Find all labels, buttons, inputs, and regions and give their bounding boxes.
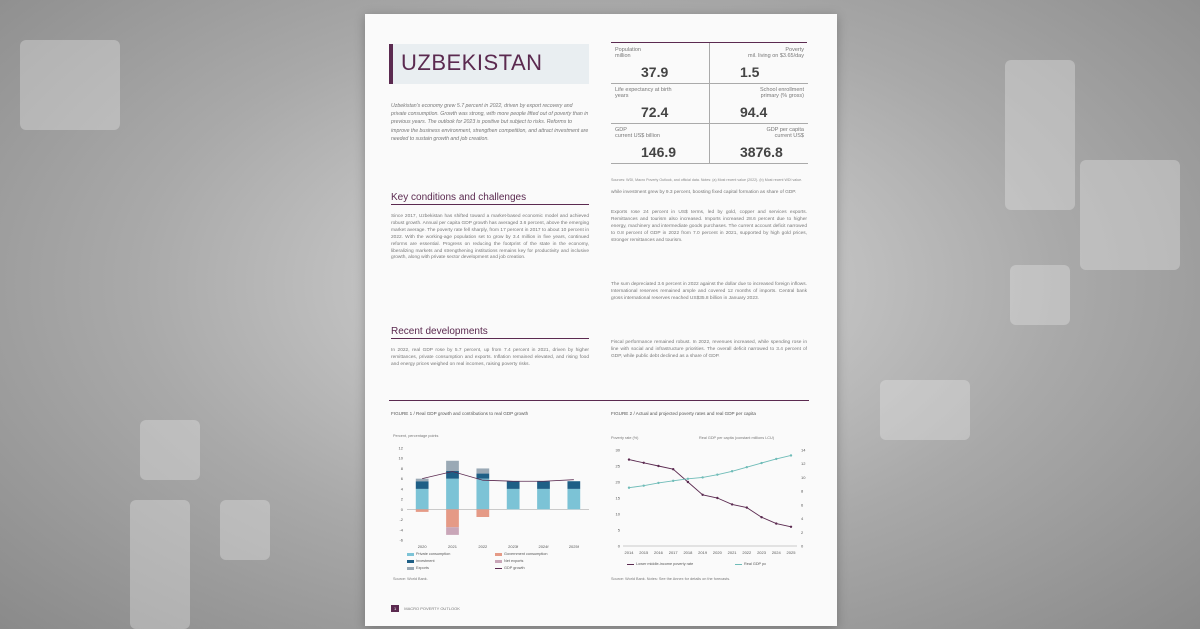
x-tick-label: 2015 <box>639 550 649 555</box>
x-tick-label: 2022 <box>478 544 488 549</box>
stat-label: Population <box>615 47 641 53</box>
legend-label: Exports <box>416 566 429 570</box>
footer-text: MACRO POVERTY OUTLOOK <box>404 606 460 611</box>
data-point <box>731 470 733 472</box>
y-right-tick-label: 6 <box>801 502 804 508</box>
data-point <box>687 481 689 483</box>
bar-segment <box>476 479 489 510</box>
legend-item <box>495 552 547 556</box>
background-tile <box>1080 160 1180 270</box>
stat-sublabel: current US$ billion <box>615 133 660 139</box>
legend-item <box>735 562 766 566</box>
data-point <box>672 480 674 482</box>
stat-label: Life expectancy at birth <box>615 87 672 93</box>
stats-table <box>611 42 807 175</box>
stat-gdp-per-capita <box>709 123 808 164</box>
y-left-tick-label: 15 <box>615 495 620 501</box>
key-conditions-text: Since 2017, Uzbekistan has shifted toward a market-based economic model and achieved robust growth. Annual per capita GDP growth has averaged 3.6 percent, above the emerging market average. The poverty rate fell sharply, from 17 percent in 2017 to about 10 percent in 2022. With the working-age population set to grow by 3.4 million in five years, continued reforms are essential. Progress on reducing the footprint of the state in the economy, liberalizing markets and strengthening institutions remains key for productivity and inclusive growth, along with private sector development and job creation. <box>391 214 589 261</box>
y-left-tick-label: 0 <box>617 543 620 549</box>
stat-value: 1.5 <box>740 64 760 80</box>
legend-item <box>407 559 435 563</box>
stat-label: School enrollment <box>759 87 804 93</box>
x-tick-label: 2020 <box>417 544 427 549</box>
x-tick-label: 2021 <box>727 550 737 555</box>
data-point <box>760 462 762 464</box>
bar-segment <box>476 468 489 473</box>
data-point <box>657 482 659 484</box>
y-tick-label: 8 <box>400 465 403 471</box>
bar-segment <box>446 461 459 471</box>
stat-school-enrollment <box>709 83 808 124</box>
legend-label: Investment <box>416 559 435 563</box>
right-column-text-1: Exports rose 24 percent in US$ terms, led by gold, copper and services exports. Remittances and tourism also increased. Imports increased 28.6 percent due to higher energy, machinery and intermediate goods purchases. The current account deficit narrowed to 0.8 percent of GDP in 2022 from 7.0 percent in 2021, supported by high gold prices, stronger remittances and tourism. <box>611 210 807 243</box>
y-left-tick-label: 5 <box>617 527 620 533</box>
data-point <box>701 494 703 496</box>
legend-swatch <box>407 553 414 556</box>
bar-segment <box>537 489 550 509</box>
y-tick-label: -2 <box>399 517 403 523</box>
recent-developments-text: In 2022, real GDP rose by 5.7 percent, up from 7.4 percent in 2021, driven by higher remittances, private consumption and exports. Inflation remained elevated, and rising food and energy prices weighed on real incomes, raising poverty risks. <box>391 348 589 367</box>
stat-sublabel: mil. living on $3.65/day <box>748 53 804 59</box>
y-right-tick-label: 2 <box>801 529 804 535</box>
data-point <box>716 497 718 499</box>
figure-divider <box>389 400 809 401</box>
legend-item <box>407 566 429 570</box>
bar-segment <box>416 509 429 512</box>
y-tick-label: -6 <box>399 537 403 543</box>
background-tile <box>140 420 200 480</box>
x-tick-label: 2018 <box>683 550 693 555</box>
legend-label: Government consumption <box>504 552 548 556</box>
background-tile <box>20 40 120 130</box>
figure1-axis-title: Percent, percentage points <box>393 434 439 438</box>
legend-label: Private consumption <box>416 552 451 556</box>
y-left-tick-label: 20 <box>615 479 620 485</box>
figure2-left-axis-title: Poverty rate (%) <box>611 436 639 440</box>
bar-segment <box>537 481 550 489</box>
intro-text: Uzbekistan's economy grew 5.7 percent in 2022, driven by export recovery and private consumption. Growth was strong, with more people lifted out of poverty than in previous years. The outlook for 2023 is positive but subject to risks. Reforms to improve the business environment, strengthen competition, and attract investment are needed to sustain growth and job creation. <box>391 103 589 142</box>
bar-segment <box>567 489 580 509</box>
gdp-growth-line <box>422 472 574 482</box>
data-point <box>672 468 674 470</box>
legend-item <box>495 559 523 563</box>
x-tick-label: 2023 <box>757 550 766 555</box>
stats-source: Sources: WDI, Macro Poverty Outlook, and official data. Notes: (a) Most recent value (2022). (b) Most recent WDI value. <box>611 178 803 182</box>
data-point <box>775 522 777 524</box>
bar-segment <box>446 479 459 510</box>
stat-population <box>611 43 709 84</box>
legend-swatch <box>735 564 742 565</box>
y-tick-label: 10 <box>398 455 403 461</box>
stat-value: 3876.8 <box>740 144 783 160</box>
legend-swatch <box>627 564 634 565</box>
figure1-bar-chart <box>389 440 595 552</box>
legend-label: Lower middle-income poverty rate <box>636 562 694 566</box>
page-number: 1 <box>391 605 399 612</box>
bar-segment <box>416 481 429 489</box>
data-point <box>628 487 630 489</box>
figure2-source: Source: World Bank. Notes: See the Annex for details on the forecasts. <box>611 577 731 581</box>
data-point <box>657 465 659 467</box>
x-tick-label: 2016 <box>654 550 663 555</box>
background-tile <box>220 500 270 560</box>
background-tile <box>130 500 190 629</box>
x-tick-label: 2024f <box>538 544 549 549</box>
x-tick-label: 2023f <box>508 544 519 549</box>
figure1-source: Source: World Bank. <box>393 577 428 581</box>
bar-segment <box>507 489 520 509</box>
y-right-tick-label: 0 <box>801 543 804 549</box>
stat-value: 37.9 <box>641 64 669 80</box>
y-tick-label: -4 <box>399 527 403 533</box>
y-right-tick-label: 12 <box>801 461 806 467</box>
data-point <box>731 503 733 505</box>
y-left-tick-label: 30 <box>615 447 620 453</box>
y-left-tick-label: 25 <box>615 463 620 469</box>
bar-segment <box>446 471 459 479</box>
x-tick-label: 2014 <box>624 550 634 555</box>
figure1-title: FIGURE 1 / Real GDP growth and contributions to real GDP growth <box>391 411 529 416</box>
stat-sublabel: primary (% gross) <box>760 93 804 99</box>
legend-label: Net exports <box>504 559 524 563</box>
bar-segment <box>416 489 429 509</box>
background-tile <box>880 380 970 440</box>
figure2-title: FIGURE 2 / Actual and projected poverty rates and real GDP per capita <box>611 411 756 416</box>
document-page <box>365 14 837 626</box>
section-heading-key: Key conditions and challenges <box>391 192 589 205</box>
stat-life-expectancy <box>611 83 709 124</box>
legend-swatch <box>407 560 414 563</box>
data-point <box>701 476 703 478</box>
x-tick-label: 2020 <box>712 550 722 555</box>
y-tick-label: 12 <box>398 445 403 451</box>
bar-segment <box>416 479 429 482</box>
legend-label: Real GDP pc <box>744 562 767 566</box>
legend-swatch <box>495 553 502 556</box>
stat-gdp <box>611 123 709 164</box>
bar-segment <box>476 509 489 517</box>
stat-value: 94.4 <box>740 104 768 120</box>
y-right-tick-label: 10 <box>801 474 806 480</box>
bar-segment <box>446 527 459 535</box>
stat-sublabel: million <box>615 53 631 59</box>
right-column-text-3: Fiscal performance remained robust. In 2022, revenues increased, while spending rose in line with social and infrastructure priorities. The overall deficit narrowed to 3.4 percent of GDP, while public debt declined as a share of GDP. <box>611 340 807 359</box>
stat-poverty <box>709 43 808 84</box>
x-tick-label: 2025 <box>786 550 796 555</box>
country-title: UZBEKISTAN <box>401 50 543 75</box>
section-heading-recent: Recent developments <box>391 326 589 339</box>
data-point <box>643 484 645 486</box>
legend-item <box>407 552 450 556</box>
legend-swatch <box>495 568 502 569</box>
data-point <box>760 516 762 518</box>
bar-segment <box>567 481 580 489</box>
legend-item <box>495 566 525 570</box>
right-column-text-2: The sum depreciated 3.6 percent in 2022 against the dollar due to increased foreign inflows. International reserves remained ample and covered 12 months of imports. Central bank gross international reserves reached US$35.8 billion in January 2023. <box>611 282 807 301</box>
stat-value: 72.4 <box>641 104 669 120</box>
data-point <box>790 454 792 456</box>
data-point <box>628 458 630 460</box>
y-tick-label: 4 <box>400 486 403 492</box>
data-point <box>687 478 689 480</box>
y-right-tick-label: 14 <box>801 447 806 453</box>
stat-sublabel: current US$ <box>774 133 804 139</box>
data-point <box>643 462 645 464</box>
background-tile <box>1005 60 1075 210</box>
title-banner <box>389 44 589 84</box>
legend-swatch <box>495 560 502 563</box>
y-left-tick-label: 10 <box>615 511 620 517</box>
x-tick-label: 2019 <box>698 550 708 555</box>
background-tile <box>1010 265 1070 325</box>
data-point <box>746 466 748 468</box>
stat-label: Poverty <box>785 47 804 53</box>
y-tick-label: 0 <box>400 506 403 512</box>
x-tick-label: 2024 <box>771 550 781 555</box>
y-right-tick-label: 4 <box>801 516 804 522</box>
series-line <box>629 460 791 527</box>
stat-label: GDP per capita <box>766 127 804 133</box>
x-tick-label: 2022 <box>742 550 752 555</box>
stat-value: 146.9 <box>641 144 677 160</box>
bar-segment <box>446 509 459 527</box>
series-line <box>629 455 791 487</box>
bar-segment <box>507 481 520 489</box>
data-point <box>790 526 792 528</box>
x-tick-label: 2025f <box>568 544 579 549</box>
bar-segment <box>476 474 489 479</box>
figure2-line-chart <box>609 442 813 560</box>
data-point <box>716 473 718 475</box>
data-point <box>746 506 748 508</box>
right-column-top-text: while investment grew by 9.3 percent, boosting fixed capital formation as share of GDP. <box>611 190 797 195</box>
y-tick-label: 6 <box>400 476 403 482</box>
stat-sublabel: years <box>615 93 629 99</box>
x-tick-label: 2021 <box>448 544 457 549</box>
page-footer <box>391 605 460 612</box>
figure2-right-axis-title: Real GDP per capita (constant millions LCU) <box>699 436 775 440</box>
legend-item <box>627 562 693 566</box>
legend-swatch <box>407 567 414 570</box>
y-right-tick-label: 8 <box>801 488 804 494</box>
x-tick-label: 2017 <box>668 550 678 555</box>
stat-label: GDP <box>615 127 627 133</box>
legend-label: GDP growth <box>504 566 525 570</box>
y-tick-label: 2 <box>400 496 403 502</box>
data-point <box>775 458 777 460</box>
